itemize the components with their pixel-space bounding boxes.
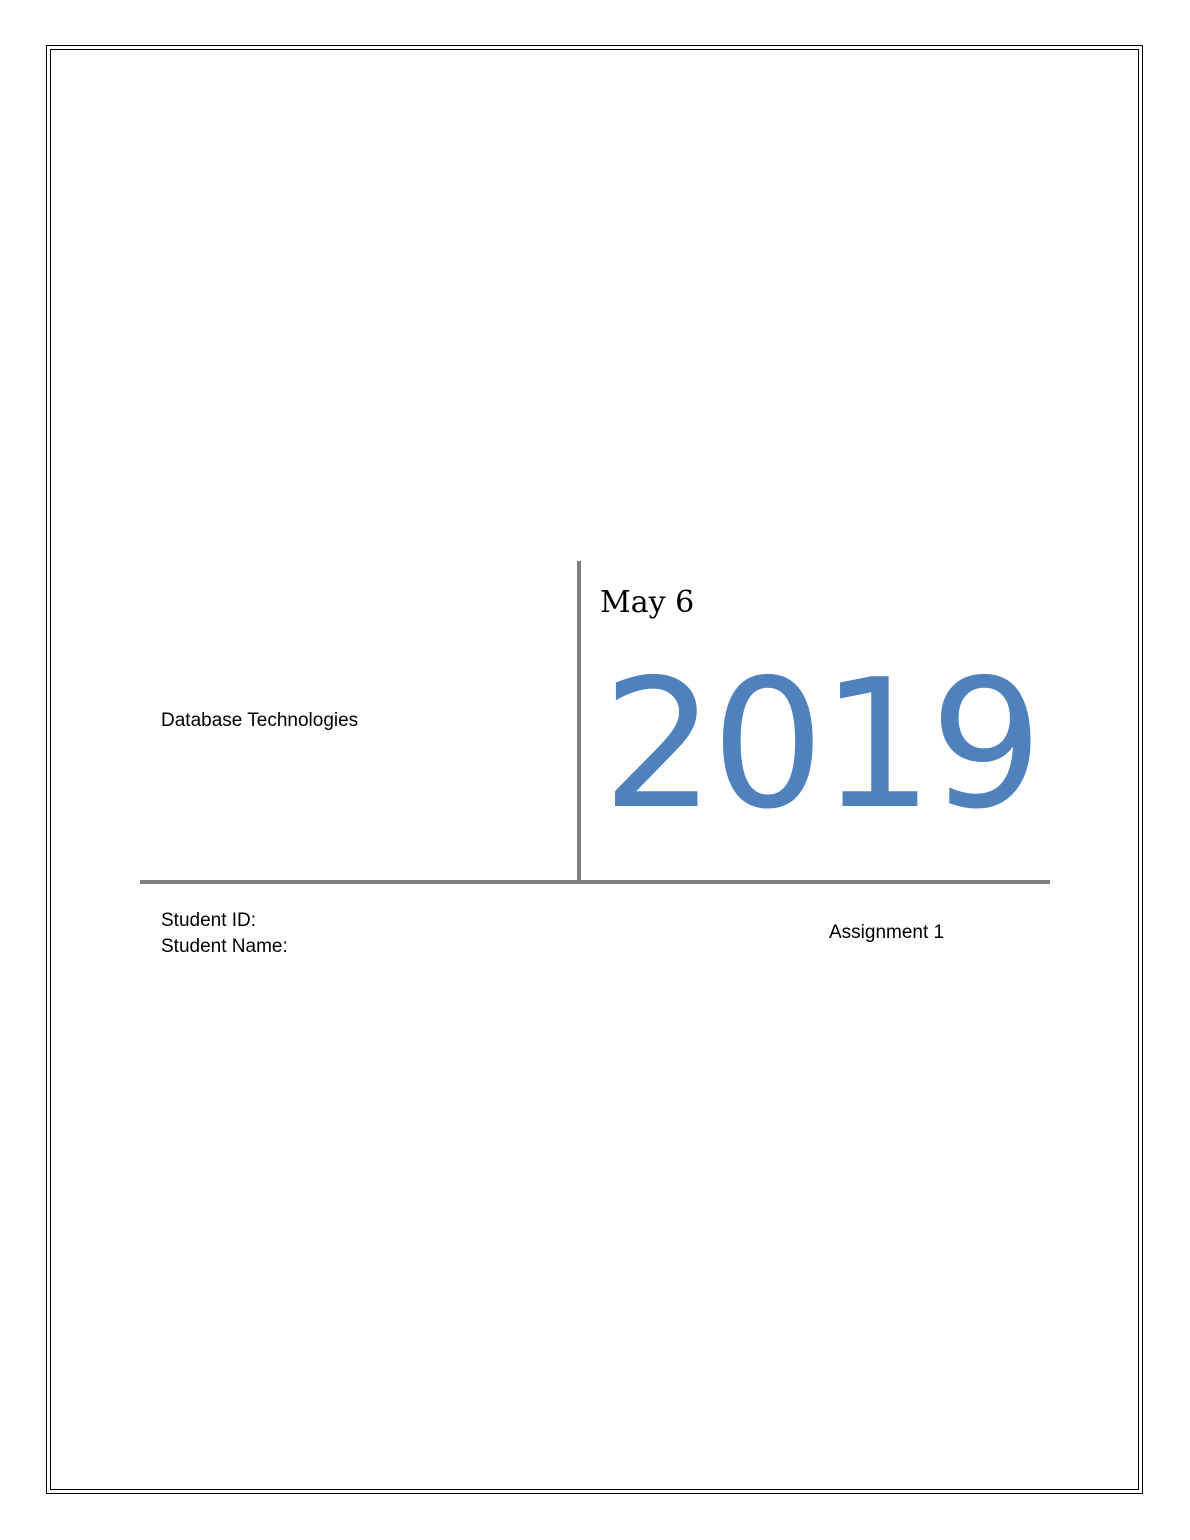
assignment-label: Assignment 1 — [829, 922, 945, 943]
student-name-label: Student Name: — [161, 936, 288, 957]
vertical-divider — [577, 561, 581, 883]
course-title: Database Technologies — [161, 710, 359, 731]
student-info-block — [161, 908, 288, 960]
cover-date: May 6 — [600, 585, 695, 620]
cover-year: 2019 — [602, 641, 1039, 848]
student-id-label: Student ID: — [161, 910, 257, 931]
horizontal-divider — [140, 880, 1050, 884]
